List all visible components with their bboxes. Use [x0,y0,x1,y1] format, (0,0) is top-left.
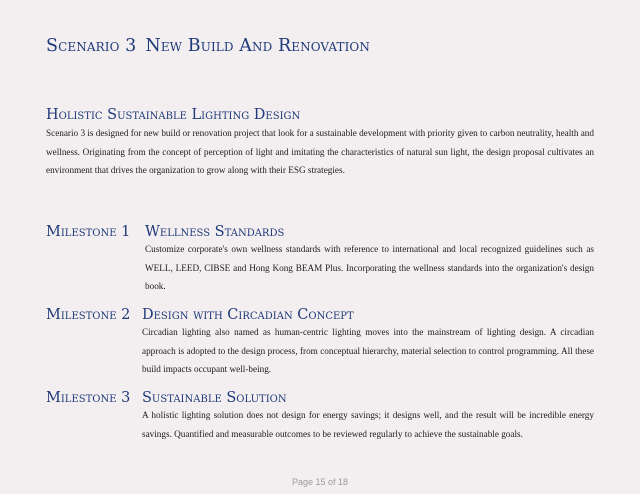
milestone-2-title: Design with Circadian Concept [142,307,354,323]
milestone-1-label: Milestone 1 [46,224,131,240]
milestone-2-body: Circadian lighting also named as human-centric lighting moves into the mainstream of lighting design. A circadian approach is adopted to the design process, from conceptual hierarchy, material selection to control programming. All these build impacts occupant well-being. [142,327,594,374]
milestone-3-title: Sustainable Solution [142,390,287,406]
milestone-1-body: Customize corporate's own wellness standards with reference to international and local recognized guidelines such as WELL, LEED, CIBSE and Hong Kong BEAM Plus. Incorporating the wellness standards into the organization's design book. [145,244,594,291]
page-title-subject: New Build And Renovation [145,36,370,56]
section-body: Scenario 3 is designed for new build or renovation project that look for a sustainable development with priority given to carbon neutrality, health and wellness. Originating from the concept of perception of light and imitating the characteristics of natural sun light, the design proposal cultivates an environment that drives the organization to grow along with their ESG strategies. [46,128,594,175]
milestone-3-body: A holistic lighting solution does not design for energy savings; it designs well, and the result will be incredible energy savings. Quantified and measurable outcomes to be reviewed regularly to achieve the sustainable goals. [142,410,594,439]
milestone-2-label: Milestone 2 [46,307,131,323]
page-title [46,36,370,56]
milestone-1-title: Wellness Standards [145,224,285,240]
page-title-scenario: Scenario 3 [46,36,137,56]
milestone-3-label: Milestone 3 [46,390,131,406]
section-title: Holistic Sustainable Lighting Design [46,107,301,123]
page-indicator: Page 15 of 18 [291,477,349,487]
